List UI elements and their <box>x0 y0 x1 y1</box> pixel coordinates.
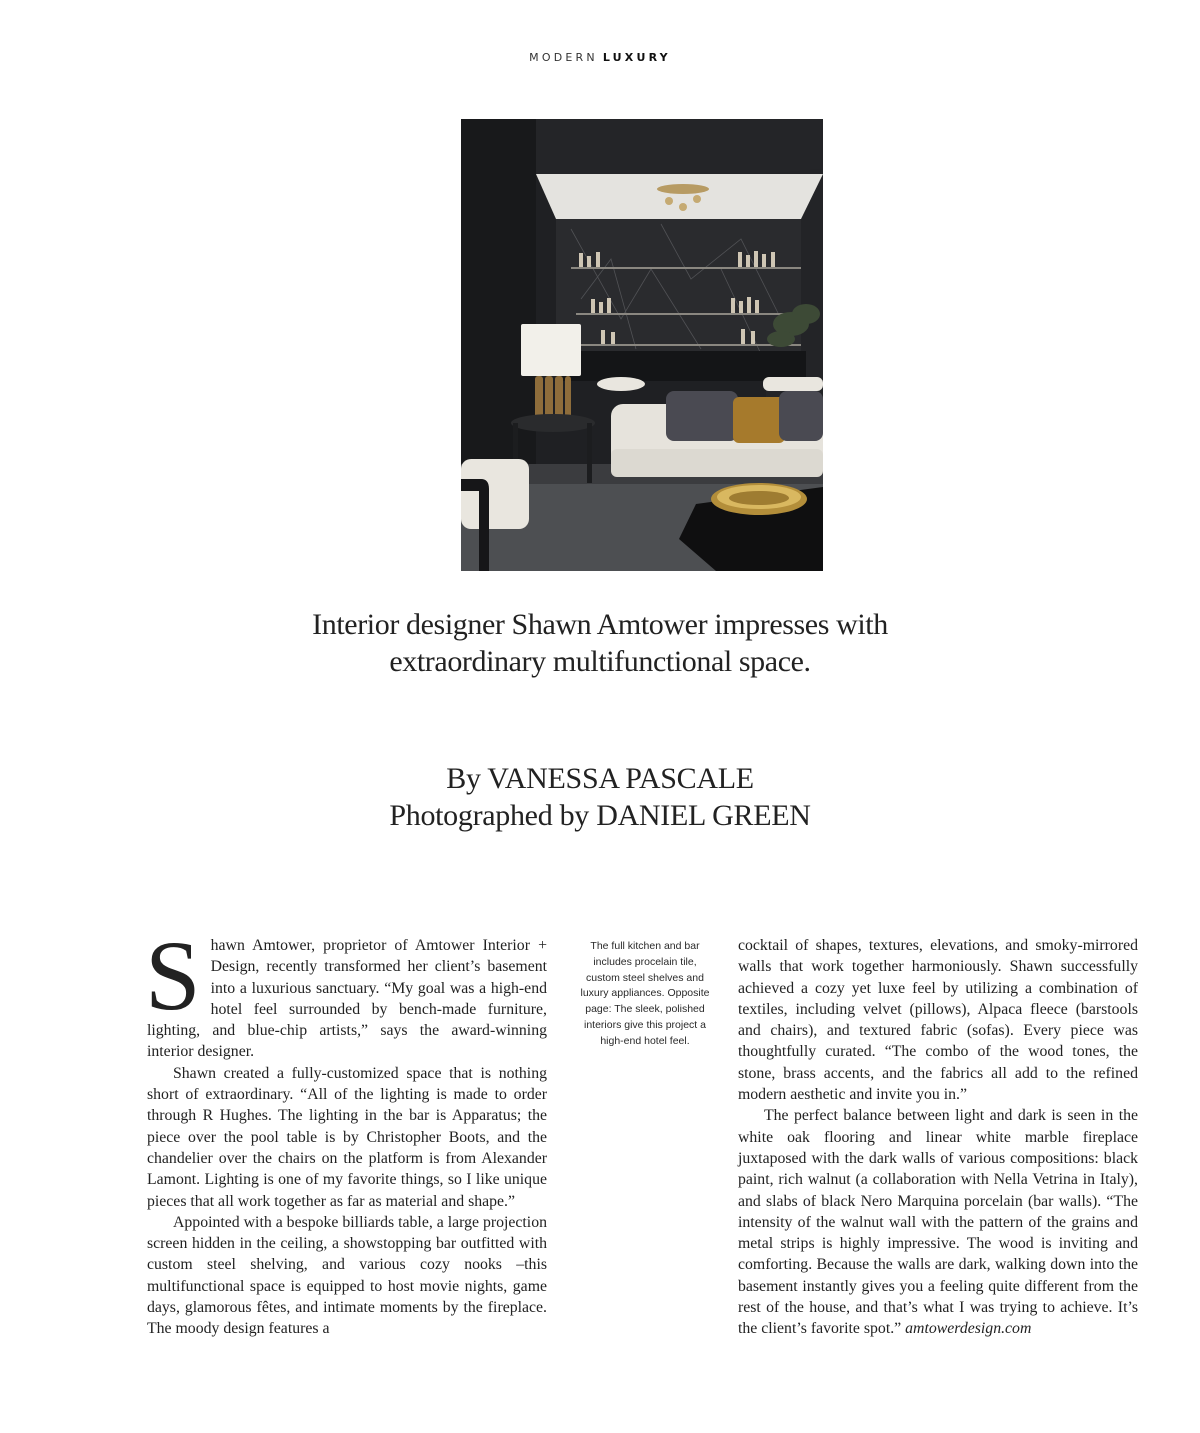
deck-line-2: extraordinary multifunctional space. <box>389 645 811 678</box>
article-paragraph-2: Shawn created a fully-customized space that is nothing short of extraordinary. “All of the lighting is made to order through R Hughes. The lighting in the bar is Apparatus; the piece over the pool table is by Christopher Boots, and the chandelier over the chairs on the platform is from Alexander Lamont. Lighting is one of my favorite things, so I like unique pieces that all work together as far as material and shape.” <box>147 1064 547 1210</box>
photo-caption: The full kitchen and bar includes procelain tile, custom steel shelves and luxury appliances. Opposite page: The sleek, polished interiors give this project a high-end hotel feel. <box>580 940 710 1047</box>
paragraph-1-text: hawn Amtower, proprietor of Amtower Interior + Design, recently transformed her client’s basement into a luxurious sanctuary. “My goal was a high-end hotel feel surrounded by bench-made furniture, lighting, and blue-chip artists,” says the award-winning interior designer. <box>147 937 547 1061</box>
article-paragraph-4: cocktail of shapes, textures, elevations, and smoky-mirrored walls that work together harmoniously. Shawn successfully achieved a cozy yet luxe feel by utilizing a combination of textiles, including velvet (pillows), Alpaca fleece (barstools and chairs), and textured fabric (sofas). Every piece was thoughtfully curated. “The combo of the wood tones, the stone, brass accents, and the fabrics all add to the refined modern aesthetic and invite you in.” <box>738 937 1138 1104</box>
article-paragraph-5 <box>738 1105 1138 1339</box>
drop-cap: S <box>145 920 201 1031</box>
deck-line-1: Interior designer Shawn Amtower impresses with <box>312 608 888 641</box>
magazine-masthead <box>0 51 1200 64</box>
article-paragraph-3: Appointed with a bespoke billiards table, a large projection screen hidden in the ceiling, a showstopping bar outfitted with custom steel shelving, and various cozy nooks –this multifunctional space is equipped to host movie nights, game days, glamorous fêtes, and intimate moments by the fireplace. The moody design features a <box>147 1213 547 1338</box>
byline <box>300 760 900 834</box>
article-column-left <box>145 920 547 1340</box>
article-column-right <box>738 935 1138 1340</box>
article-deck <box>260 606 940 680</box>
article-paragraph-1 <box>145 920 547 1063</box>
masthead-luxury: LUXURY <box>602 51 671 64</box>
paragraph-5-text: The perfect balance between light and dark is seen in the white oak flooring and linear white marble fireplace juxtaposed with the dark walls of various compositions: black paint, rich walnut (a collaboration with Nella Vetrina in Italy), and slabs of black Nero Marquina porcelain (bar walls). “The intensity of the walnut wall with the pattern of the grains and metal strips is highly impressive. The wood is inviting and comforting. Because the walls are dark, walking down into the basement instantly gives you a feeling quite different from the rest of the house, and that’s what I was trying to achieve. It’s the client’s favorite spot.” <box>738 1107 1138 1338</box>
photographer-credit: Photographed by DANIEL GREEN <box>389 799 811 832</box>
website-link[interactable]: amtowerdesign.com <box>905 1320 1032 1338</box>
author-credit: By VANESSA PASCALE <box>446 762 754 795</box>
masthead-modern: MODERN <box>529 51 598 64</box>
interior-photo <box>461 119 823 571</box>
